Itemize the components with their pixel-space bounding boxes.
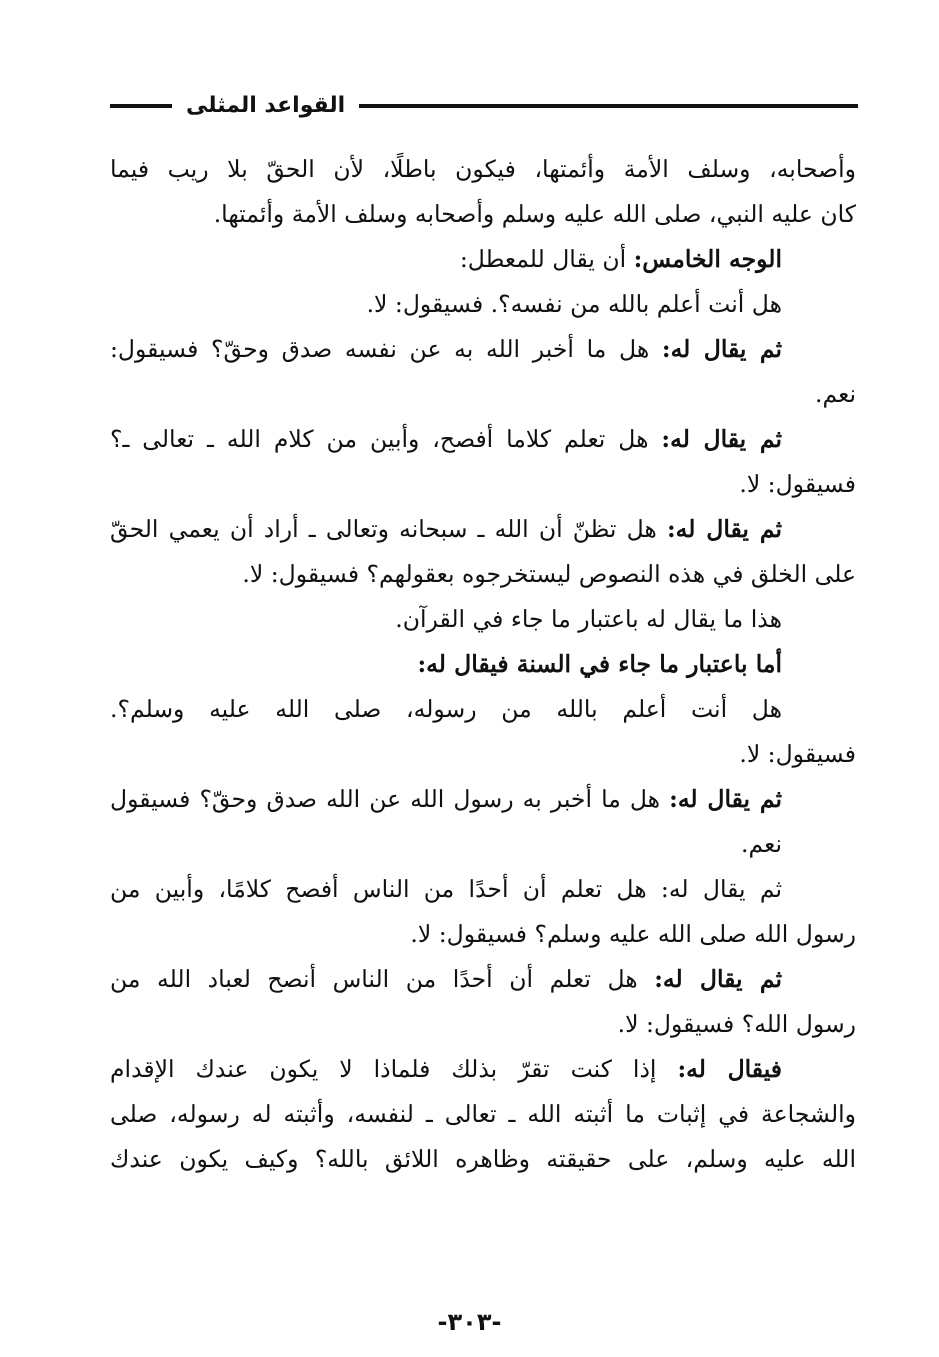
bold-lead: الوجه الخامس: <box>633 245 782 273</box>
text-line <box>110 1002 856 1047</box>
page-number: -٣٠٣- <box>437 1308 502 1336</box>
line-text: هذا ما يقال له باعتبار ما جاء في القرآن. <box>395 605 782 633</box>
text-line <box>110 957 856 1002</box>
line-text: ثم يقال له: هل تعلم أن أحدًا من الناس أفصح كلامًا، وأبين من <box>110 875 782 903</box>
body-text <box>110 147 856 1182</box>
text-line <box>110 1092 856 1137</box>
line-text: والشجاعة في إثبات ما أثبته الله ـ تعالى ـ لنفسه، وأثبته له رسوله، صلى <box>110 1100 856 1128</box>
line-text: فسيقول: لا. <box>739 740 856 768</box>
text-line <box>110 1047 856 1092</box>
line-text: رسول الله صلى الله عليه وسلم؟ فسيقول: لا. <box>410 920 856 948</box>
line-text: هل ما أخبر الله به عن نفسه صدق وحقّ؟ فسيقول: <box>110 335 662 363</box>
line-text: هل تعلم أن أحدًا من الناس أنصح لعباد الله من <box>110 965 655 993</box>
text-line <box>110 282 856 327</box>
bold-lead: ثم يقال له: <box>654 965 783 993</box>
line-text: وأصحابه، وسلف الأمة وأئمتها، فيكون باطلًا، لأن الحقّ بلا ريب فيما <box>110 155 856 183</box>
text-line <box>110 147 856 192</box>
bold-lead: ثم يقال له: <box>669 785 783 813</box>
line-text: أن يقال للمعطل: <box>459 245 634 273</box>
text-line <box>110 372 856 417</box>
line-text: نعم. <box>815 380 856 408</box>
header-title: القواعد المثلى <box>186 93 346 118</box>
line-text: إذا كنت تقرّ بذلك فلماذا لا يكون عندك الإقدام <box>110 1055 678 1083</box>
text-line <box>110 507 856 552</box>
text-line <box>110 867 856 912</box>
line-text: هل تعلم كلاما أفصح، وأبين من كلام الله ـ تعالى ـ؟ <box>110 425 662 453</box>
text-line <box>110 552 856 597</box>
text-line <box>110 327 856 372</box>
line-text: كان عليه النبي، صلى الله عليه وسلم وأصحابه وسلف الأمة وأئمتها. <box>213 200 856 228</box>
bold-lead: فيقال له: <box>677 1055 783 1083</box>
line-text: هل أنت أعلم بالله من رسوله، صلى الله عليه وسلم؟. <box>110 695 782 723</box>
text-line <box>110 912 856 957</box>
text-line <box>110 732 856 777</box>
line-text: على الخلق في هذه النصوص ليستخرجوه بعقولهم؟ فسيقول: لا. <box>242 560 856 588</box>
text-line <box>110 822 856 867</box>
header-rule-long <box>359 104 858 108</box>
text-line <box>110 777 856 822</box>
line-text: هل تظنّ أن الله ـ سبحانه وتعالى ـ أراد أن يعمي الحقّ <box>110 515 667 543</box>
line-text: نعم. <box>741 830 782 858</box>
text-line <box>110 1137 856 1182</box>
line-text: هل أنت أعلم بالله من نفسه؟. فسيقول: لا. <box>366 290 782 318</box>
line-text: الله عليه وسلم، على حقيقته وظاهره اللائق بالله؟ وكيف يكون عندك <box>110 1145 856 1173</box>
bold-lead: ثم يقال له: <box>661 425 783 453</box>
line-text: فسيقول: لا. <box>739 470 856 498</box>
line-text: هل ما أخبر به رسول الله عن الله صدق وحقّ؟ فسيقول <box>110 785 670 813</box>
text-line <box>110 237 856 282</box>
text-line <box>110 462 856 507</box>
text-line <box>110 687 856 732</box>
bold-lead: ثم يقال له: <box>666 515 783 543</box>
text-line <box>110 597 856 642</box>
text-line <box>110 417 856 462</box>
text-line <box>110 642 856 687</box>
line-text: رسول الله؟ فسيقول: لا. <box>617 1010 856 1038</box>
header-rule-short <box>110 104 172 108</box>
bold-lead: أما باعتبار ما جاء في السنة فيقال له: <box>417 650 782 678</box>
running-header <box>110 86 858 126</box>
text-line <box>110 192 856 237</box>
bold-lead: ثم يقال له: <box>661 335 782 363</box>
